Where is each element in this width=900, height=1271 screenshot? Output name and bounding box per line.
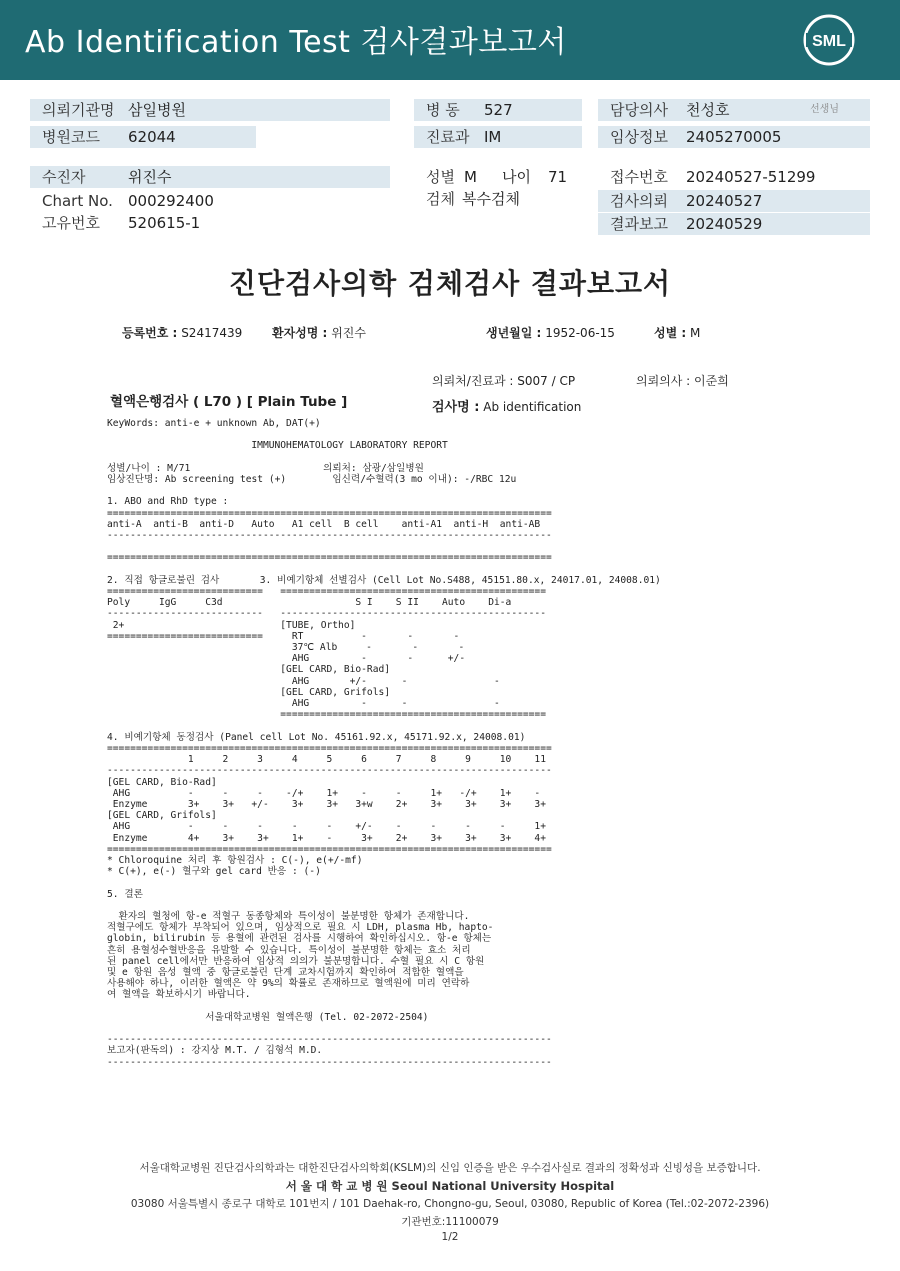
- institution-code: 기관번호:11100079: [401, 1216, 499, 1228]
- report-main-title: 진단검사의학 검체검사 결과보고서: [228, 267, 672, 300]
- svg-text:SML: SML: [812, 33, 846, 50]
- registration-no: 등록번호 : S2417439: [122, 326, 243, 340]
- certification-statement: 서울대학교병원 진단검사의학과는 대한진단검사의학회(KSLM)의 신임 인증을 받은 우수검사실로 결과의 정확성과 신빙성을 보증합니다.: [139, 1162, 761, 1174]
- test-name: 검사명 : Ab identification: [432, 400, 582, 415]
- chart-no-field: Chart No. 000292400: [42, 192, 214, 210]
- lab-report-body: KeyWords: anti-e + unknown Ab, DAT(+) IMMUNOHEMATOLOGY LABORATORY REPORT 성별/나이 : M/71 의뢰처: 삼광/삼일병원 임상진단명: Ab screening test (+) 임신력/수혈력(3 mo 이내): -/RBC 12u 1. ABO and RhD type : ============================================================================= anti-A anti-B anti-D Auto A1 cell B cell anti-A1 anti-H anti-AB ----------------------------------------------------------------------------- ============================================================================= 2. 직접 항글로불린 검사 3. 비예기항체 선별검사 (Cell Lot No.S488, 45151.80.x, 24017.01, 24008.01) =========================== ============================================== Poly IgG C3d S I S II Auto Di-a --------------------------- ---------------------------------------------- 2+ [TUBE, Ortho] =========================== RT - - - 37℃ Alb - - - AHG - - +/- [GEL CARD, Bio-Rad] AHG +/- - - [GEL CARD, Grifols] AHG - - - ============================================== 4. 비예기항체 동정검사 (Panel cell Lot No. 45161.92.x, 45171.92.x, 24008.01) ============================================================================= 1 2 3 4 5 6 7 8 9 10 11 ----------------------------------------------------------------------------- [GEL CARD, Bio-Rad] AHG - - - -/+ 1+ - - 1+ -/+ 1+ - Enzyme 3+ 3+ +/- 3+ 3+ 3+w 2+ 3+ 3+ 3+ 3+ [GEL CARD, Grifols] AHG - - - - - +/- - - - - 1+ Enzyme 4+ 3+ 3+ 1+ - 3+ 2+ 3+ 3+ 3+ 4+ ============================================================================= * Chloroquine 처리 후 항원검사 : C(-), e(+/-mf) * C(+), e(-) 혈구와 gel card 반응 : (-) 5. 결론 환자의 혈청에 항-e 적혈구 동종항체와 특이성이 불분명한 항체가 존재합니다. 적혈구에도 항체가 부착되어 있으며, 임상적으로 필요 시 LDH, plasma Hb, hapto- globin, bilirubin 등 용혈에 관련된 검사를 시행하여 확인하십시오. 항-e 항체는 흔히 용혈성수혈반응을 유발할 수 있습니다. 특이성이 불분명한 항체는 효소 처리 된 panel cell에서만 반응하여 임상적 의의가 불분명합니다. 수혈 필요 시 C 항원 및 e 항원 음성 혈액 중 항글로불린 단계 교차시험까지 확인하여 적합한 혈액을 사용해야 하나, 이러한 혈액은 약 9%의 확률로 존재하므로 혈액원에 미리 연락하 여 혈액을 확보하시기 바랍니다. 서울대학교병원 혈액은행 (Tel. 02-2072-2504) ----------------------------------------------------------------------------- 보고자(판독의) : 강지상 M.T. / 김형석 M.D. -----------------------------------------------------------------------------: [107, 418, 661, 1068]
- test-category-title: 혈액은행검사 ( L70 ) [ Plain Tube ]: [110, 394, 348, 410]
- header-bar: [0, 0, 900, 80]
- specimen-field: 검체 복수검체: [426, 190, 520, 208]
- institution-field: 의뢰기관명 삼일병원: [30, 99, 390, 121]
- receipt-no-field: 접수번호 20240527-51299: [610, 168, 816, 186]
- birth-date: 생년월일 : 1952-06-15: [486, 326, 615, 340]
- hospital-address: 03080 서울특별시 종로구 대학로 101번지 / 101 Daehak-ro, Chongno-gu, Seoul, 03080, Republic of Korea (Tel.:02-2072-2396): [130, 1198, 770, 1210]
- doctor-field: 담당의사 천성호 선생님: [598, 99, 870, 121]
- report-header-title: Ab Identification Test 검사결과보고서: [25, 25, 567, 60]
- sex-age-field: 성별 M 나이 71: [426, 168, 568, 186]
- sml-logo-icon: [802, 13, 856, 67]
- requesting-doctor: 의뢰의사 : 이준희: [636, 374, 729, 388]
- hospital-name: 서 울 대 학 교 병 원 Seoul National University Hospital: [285, 1179, 615, 1193]
- patient-field: 수진자 위진수: [30, 166, 390, 188]
- request-date-field: 검사의뢰 20240527: [598, 190, 870, 212]
- dept-field: 진료과 IM: [414, 126, 582, 148]
- report-date-field: 결과보고 20240529: [598, 213, 870, 235]
- hospital-code-field: 병원코드 62044: [30, 126, 256, 148]
- unique-id-field: 고유번호 520615-1: [42, 214, 201, 232]
- patient-sex: 성별 : M: [654, 326, 701, 340]
- clinical-info-field: 임상정보 2405270005: [598, 126, 870, 148]
- page-number: 1/2: [441, 1231, 459, 1243]
- ward-field: 병 동 527: [414, 99, 582, 121]
- doctor-suffix: 선생님: [810, 104, 839, 115]
- patient-name: 환자성명 : 위진수: [272, 326, 366, 340]
- requesting-dept: 의뢰처/진료과 : S007 / CP: [432, 374, 576, 388]
